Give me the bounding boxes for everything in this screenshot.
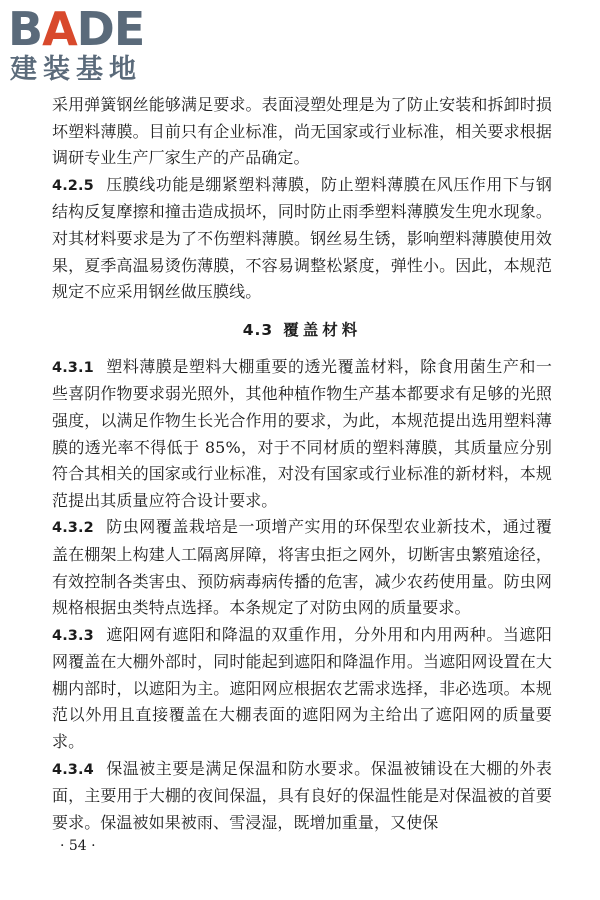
paragraph-text: 采用弹簧钢丝能够满足要求。表面浸塑处理是为了防止安装和拆卸时损坏塑料薄膜。目前只有企业标准，尚无国家或行业标准，相关要求根据调研专业生产厂家生产的产品确定。 bbox=[52, 95, 552, 168]
logo-subtitle: 建装基地 bbox=[10, 54, 142, 85]
paragraph-text: 保温被主要是满足保温和防水要求。保温被铺设在大棚的外表面，主要用于大棚的夜间保温，具有良好的保温性能是对保温被的首要要求。保温被如果被雨、雪浸湿，既增加重量，又使保 bbox=[52, 758, 552, 832]
logo-letter-b: B bbox=[8, 2, 43, 56]
page-number: · 54 · bbox=[60, 838, 96, 854]
paragraph-text: 遮阳网有遮阳和降温的双重作用，分外用和内用两种。当遮阳网覆盖在大棚外部时，同时能起到遮阳和降温作用。当遮阳网设置在大棚内部时，以遮阳为主。遮阳网应根据农艺需求选择，非必选项。本规范以外用且直接覆盖在大棚表面的遮阳网为主给出了遮阳网的质量要求。 bbox=[52, 624, 552, 752]
section-title-text: 覆盖材料 bbox=[283, 320, 362, 339]
clause-number: 4.3.2 bbox=[52, 520, 94, 537]
bade-logo bbox=[8, 4, 178, 88]
logo-letter-a: A bbox=[42, 2, 77, 56]
clause-4-3-2 bbox=[52, 514, 552, 621]
clause-4-3-1 bbox=[52, 354, 552, 515]
section-number: 4.3 bbox=[242, 320, 274, 339]
clause-number: 4.3.1 bbox=[52, 359, 94, 376]
clause-4-2-5 bbox=[52, 172, 552, 306]
clause-number: 4.2.5 bbox=[52, 177, 94, 194]
clause-number: 4.3.3 bbox=[52, 627, 94, 644]
clause-4-3-4 bbox=[52, 756, 552, 837]
logo-letters-de: DE bbox=[76, 2, 145, 56]
paragraph-text: 塑料薄膜是塑料大棚重要的透光覆盖材料，除食用菌生产和一些喜阴作物要求弱光照外，其他种植作物生产基本都要求有足够的光照强度，以满足作物生长光合作用的要求，为此，本规范提出选用塑料薄膜的透光率不得低于 85%，对于不同材质的塑料薄膜，其质量应分别符合其相关的国家或行业标准，对没有国家或行业标准的新材料，本规范提出其质量应符合设计要求。 bbox=[52, 356, 552, 510]
logo-wordmark bbox=[8, 4, 144, 54]
document-page bbox=[52, 92, 552, 836]
section-heading bbox=[52, 317, 552, 343]
clause-4-3-3 bbox=[52, 622, 552, 756]
paragraph-continuation bbox=[52, 92, 552, 172]
clause-number: 4.3.4 bbox=[52, 761, 94, 778]
paragraph-text: 防虫网覆盖栽培是一项增产实用的环保型农业新技术，通过覆盖在棚架上构建人工隔离屏障，将害虫拒之网外，切断害虫繁殖途径，有效控制各类害虫、预防病毒病传播的危害，减少农药使用量。防虫网规格根据虫类特点选择。本条规定了对防虫网的质量要求。 bbox=[52, 517, 552, 618]
paragraph-text: 压膜线功能是绷紧塑料薄膜，防止塑料薄膜在风压作用下与钢结构反复摩擦和撞击造成损坏，同时防止雨季塑料薄膜发生兜水现象。对其材料要求是为了不伤塑料薄膜。钢丝易生锈，影响塑料薄膜使用效果，夏季高温易烫伤薄膜，不容易调整松紧度，弹性小。因此，本规范规定不应采用钢丝做压膜线。 bbox=[52, 174, 552, 302]
